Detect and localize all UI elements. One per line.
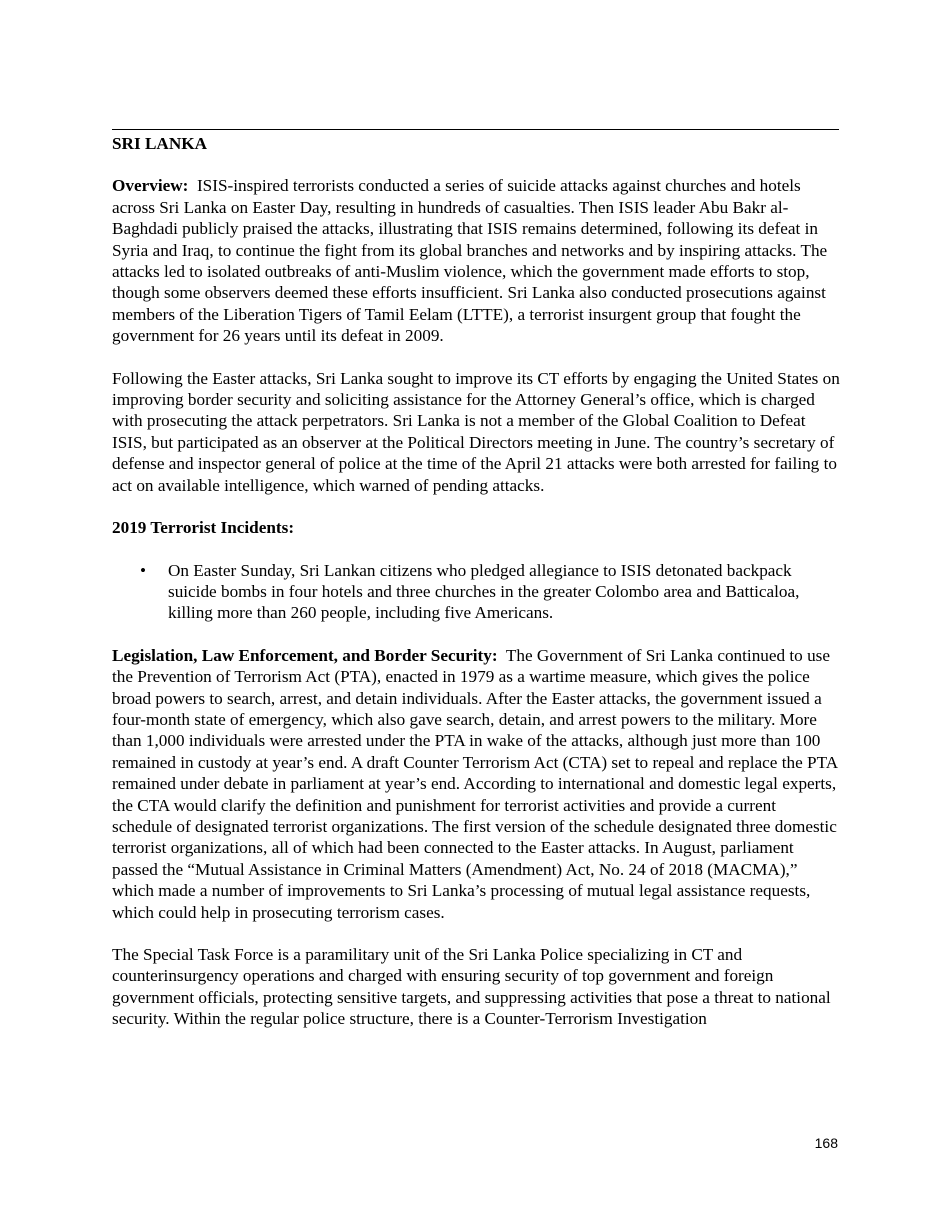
list-item [112, 560, 840, 624]
bullet-icon: • [140, 560, 147, 580]
ct-efforts-paragraph: Following the Easter attacks, Sri Lanka sought to improve its CT efforts by engaging the United States on improving border security and soliciting assistance for the Attorney General’s office, which is charged with prosecuting the attack perpetrators. Sri Lanka is not a member of the Global Coalition to Defeat ISIS, but participated as an observer at the Political Directors meeting in June. The country’s secretary of defense and inspector general of police at the time of the April 21 attacks were both arrested for failing to act on available intelligence, which warned of pending attacks. [112, 368, 840, 495]
incident-text: On Easter Sunday, Sri Lankan citizens who pledged allegiance to ISIS detonated backpack suicide bombs in four hotels and three churches in the greater Colombo area and Batticaloa, killing more than 260 people, including five Americans. [168, 560, 800, 623]
incidents-list [112, 560, 840, 624]
legislation-text: The Government of Sri Lanka continued to use the Prevention of Terrorism Act (PTA), enacted in 1979 as a wartime measure, which gives the police broad powers to search, arrest, and detain individuals. After the Easter attacks, the government issued a four-month state of emergency, which also gave search, detain, and arrest powers to the military. More than 1,000 individuals were arrested under the PTA in wake of the attacks, although just more than 100 remained in custody at year’s end. A draft Counter Terrorism Act (CTA) set to repeal and replace the PTA remained under debate in parliament at year’s end. According to international and domestic legal experts, the CTA would clarify the definition and punishment for terrorist activities and provide a current schedule of designated terrorist organizations. The first version of the schedule designated three domestic terrorist organizations, all of which had been connected to the Easter attacks. In August, parliament passed the “Mutual Assistance in Criminal Matters (Amendment) Act, No. 24 of 2018 (MACMA),” which made a number of improvements to Sri Lanka’s processing of mutual legal assistance requests, which could help in prosecuting terrorism cases. [112, 645, 838, 922]
incidents-heading: 2019 Terrorist Incidents: [112, 518, 295, 538]
country-heading: SRI LANKA [112, 134, 208, 153]
overview-text: ISIS-inspired terrorists conducted a series of suicide attacks against churches and hotels across Sri Lanka on Easter Day, resulting in hundreds of casualties. Then ISIS leader Abu Bakr al-Baghdadi publicly praised the attacks, illustrating that ISIS remains determined, following its defeat in Syria and Iraq, to continue the fight from its global branches and networks and by inspiring attacks. The attacks led to isolated outbreaks of anti-Muslim violence, which the government made efforts to stop, though some observers deemed these efforts insufficient. Sri Lanka also conducted prosecutions against members of the Liberation Tigers of Tamil Eelam (LTTE), a terrorist insurgent group that fought the government for 26 years until its defeat in 2009. [112, 176, 828, 346]
legislation-paragraph [112, 645, 840, 923]
legislation-label: Legislation, Law Enforcement, and Border Security: [112, 645, 498, 665]
page-number: 168 [814, 1135, 838, 1151]
header-rule [112, 129, 839, 130]
overview-label: Overview: [112, 176, 189, 196]
special-task-force-paragraph: The Special Task Force is a paramilitary unit of the Sri Lanka Police specializing in CT and counterinsurgency operations and charged with ensuring security of top government and foreign government officials, protecting sensitive targets, and suppressing activities that pose a threat to national security. Within the regular police structure, there is a Counter-Terrorism Investigation [112, 945, 831, 1029]
overview-paragraph [112, 175, 840, 346]
document-body [112, 133, 840, 1051]
